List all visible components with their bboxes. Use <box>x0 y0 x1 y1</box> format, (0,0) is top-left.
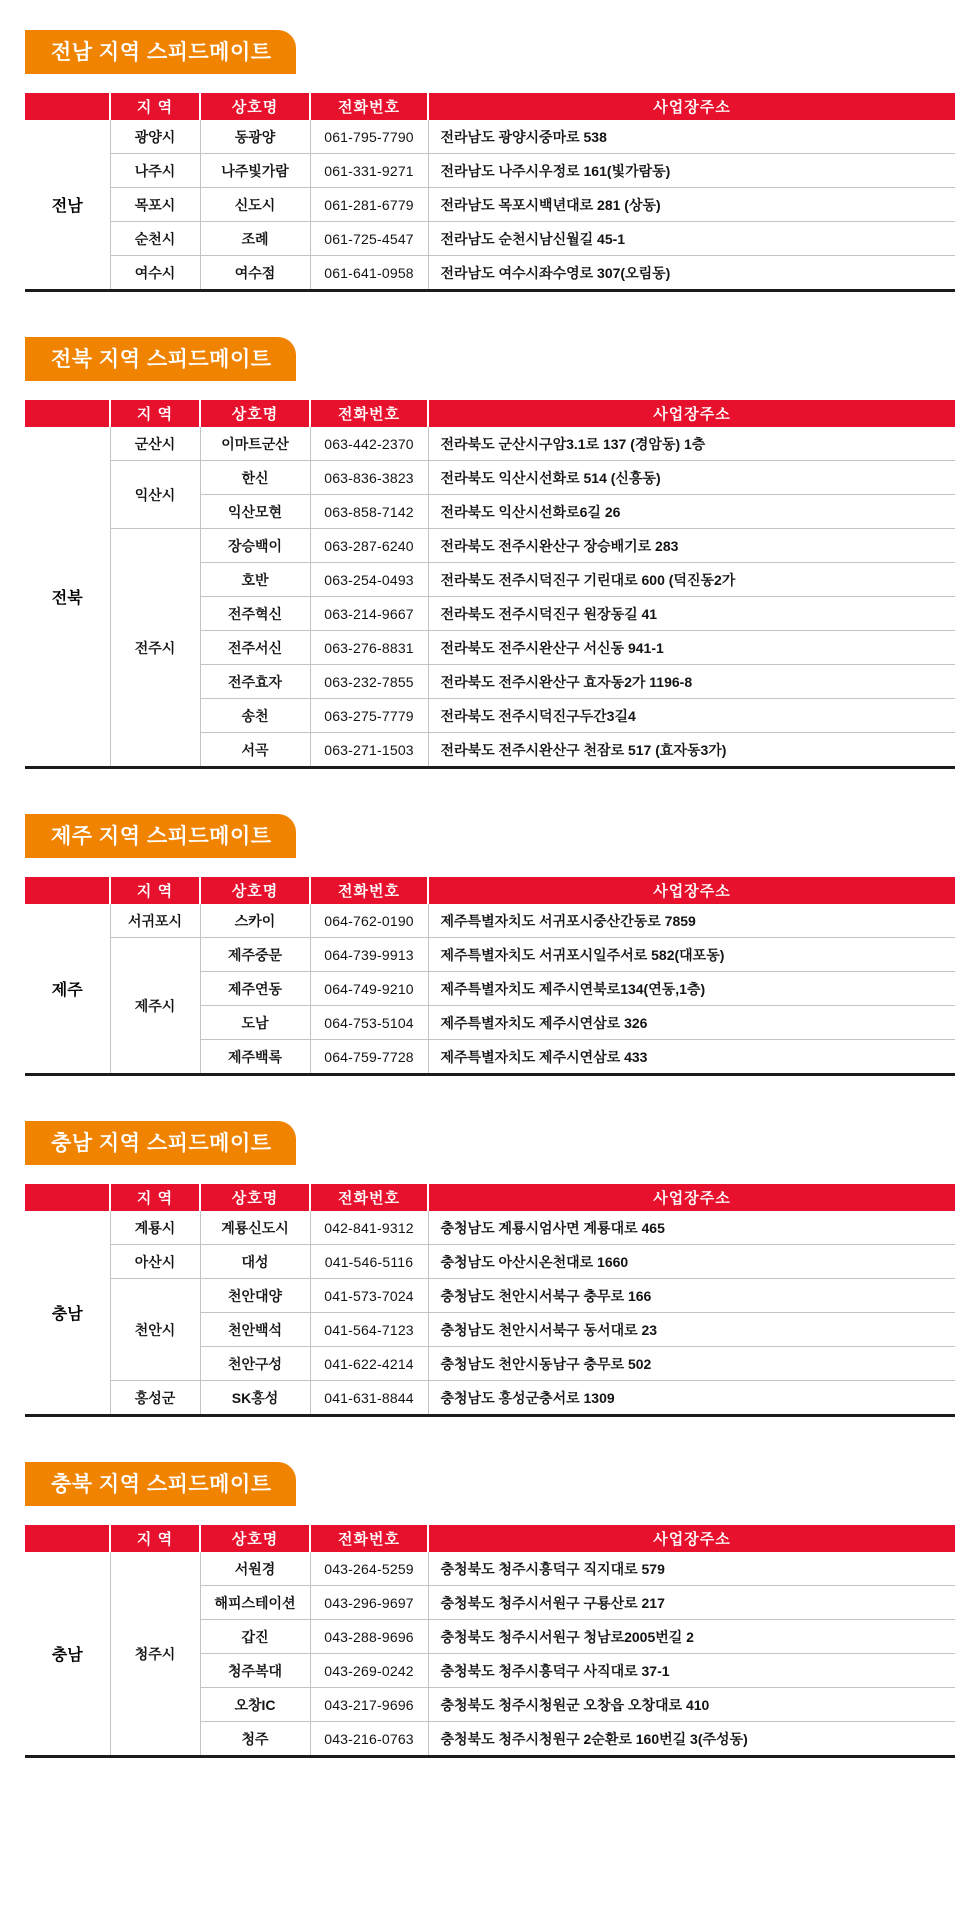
table-row <box>25 938 955 972</box>
header-row <box>25 93 955 120</box>
address-cell: 충청남도 홍성군충서로 1309 <box>428 1381 955 1416</box>
store-name-cell: 천안대양 <box>200 1279 310 1313</box>
section-title: 충남 지역 스피드메이트 <box>51 1132 272 1155</box>
address-cell: 전라북도 익산시선화로6길 26 <box>428 495 955 529</box>
store-name-cell: 제주백록 <box>200 1040 310 1075</box>
phone-cell: 042-841-9312 <box>310 1211 428 1245</box>
store-name-cell: 나주빛가람 <box>200 154 310 188</box>
address-cell: 충청북도 청주시서원구 청남로2005번길 2 <box>428 1620 955 1654</box>
address-cell: 충청북도 청주시청원구 2순환로 160번길 3(주성동) <box>428 1722 955 1757</box>
region-cell: 나주시 <box>110 154 200 188</box>
phone-cell: 064-762-0190 <box>310 904 428 938</box>
store-name-cell: 제주중문 <box>200 938 310 972</box>
phone-cell: 061-725-4547 <box>310 222 428 256</box>
branch-table <box>25 1184 955 1417</box>
column-header: 상호명 <box>200 93 310 120</box>
phone-cell: 043-269-0242 <box>310 1654 428 1688</box>
table-row <box>25 427 955 461</box>
region-section <box>25 814 955 1076</box>
section-title-badge <box>25 337 296 381</box>
column-header: 지 역 <box>110 877 200 904</box>
store-name-cell: 오창IC <box>200 1688 310 1722</box>
address-cell: 전라북도 전주시덕진구두간3길4 <box>428 699 955 733</box>
phone-cell: 041-546-5116 <box>310 1245 428 1279</box>
address-cell: 전라남도 광양시중마로 538 <box>428 120 955 154</box>
group-column-header <box>25 1525 110 1552</box>
column-header: 전화번호 <box>310 1525 428 1552</box>
phone-cell: 041-573-7024 <box>310 1279 428 1313</box>
column-header: 사업장주소 <box>428 93 955 120</box>
table-row <box>25 461 955 495</box>
address-cell: 전라북도 전주시완산구 천잠로 517 (효자동3가) <box>428 733 955 768</box>
column-header: 전화번호 <box>310 1184 428 1211</box>
column-header: 상호명 <box>200 1184 310 1211</box>
branch-table <box>25 1525 955 1758</box>
address-cell: 충청북도 청주시흥덕구 사직대로 37-1 <box>428 1654 955 1688</box>
address-cell: 제주특별자치도 제주시연삼로 433 <box>428 1040 955 1075</box>
region-cell: 제주시 <box>110 938 200 1075</box>
region-section <box>25 1121 955 1417</box>
address-cell: 충청남도 계룡시엄사면 계룡대로 465 <box>428 1211 955 1245</box>
column-header: 사업장주소 <box>428 400 955 427</box>
store-name-cell: 전주혁신 <box>200 597 310 631</box>
region-cell: 천안시 <box>110 1279 200 1381</box>
phone-cell: 041-564-7123 <box>310 1313 428 1347</box>
column-header: 상호명 <box>200 877 310 904</box>
phone-cell: 064-753-5104 <box>310 1006 428 1040</box>
phone-cell: 063-254-0493 <box>310 563 428 597</box>
store-name-cell: 서원경 <box>200 1552 310 1586</box>
address-cell: 충청북도 청주시흥덕구 직지대로 579 <box>428 1552 955 1586</box>
section-title: 충북 지역 스피드메이트 <box>51 1473 272 1496</box>
store-name-cell: 조례 <box>200 222 310 256</box>
store-name-cell: 한신 <box>200 461 310 495</box>
store-name-cell: 도남 <box>200 1006 310 1040</box>
address-cell: 충청남도 천안시동남구 충무로 502 <box>428 1347 955 1381</box>
phone-cell: 064-739-9913 <box>310 938 428 972</box>
phone-cell: 061-795-7790 <box>310 120 428 154</box>
address-cell: 전라북도 전주시덕진구 원장동길 41 <box>428 597 955 631</box>
address-cell: 제주특별자치도 제주시연북로134(연동,1층) <box>428 972 955 1006</box>
group-cell: 전남 <box>25 120 110 291</box>
section-title-badge <box>25 1462 296 1506</box>
address-cell: 전라북도 전주시완산구 서신동 941-1 <box>428 631 955 665</box>
store-name-cell: 호반 <box>200 563 310 597</box>
address-cell: 충청남도 아산시온천대로 1660 <box>428 1245 955 1279</box>
store-name-cell: 전주효자 <box>200 665 310 699</box>
group-column-header <box>25 877 110 904</box>
speedmate-directory <box>25 30 955 1758</box>
phone-cell: 043-216-0763 <box>310 1722 428 1757</box>
phone-cell: 063-232-7855 <box>310 665 428 699</box>
store-name-cell: 여수점 <box>200 256 310 291</box>
column-header: 사업장주소 <box>428 1525 955 1552</box>
column-header: 상호명 <box>200 1525 310 1552</box>
phone-cell: 064-749-9210 <box>310 972 428 1006</box>
phone-cell: 063-214-9667 <box>310 597 428 631</box>
column-header: 사업장주소 <box>428 877 955 904</box>
phone-cell: 063-836-3823 <box>310 461 428 495</box>
table-row <box>25 222 955 256</box>
region-cell: 홍성군 <box>110 1381 200 1416</box>
column-header: 사업장주소 <box>428 1184 955 1211</box>
phone-cell: 063-275-7779 <box>310 699 428 733</box>
group-cell: 전북 <box>25 427 110 768</box>
address-cell: 전라북도 익산시선화로 514 (신흥동) <box>428 461 955 495</box>
table-row <box>25 154 955 188</box>
group-cell: 충남 <box>25 1552 110 1757</box>
store-name-cell: 청주 <box>200 1722 310 1757</box>
store-name-cell: 스카이 <box>200 904 310 938</box>
address-cell: 전라북도 전주시완산구 장승배기로 283 <box>428 529 955 563</box>
region-section <box>25 1462 955 1758</box>
store-name-cell: 송천 <box>200 699 310 733</box>
phone-cell: 063-287-6240 <box>310 529 428 563</box>
phone-cell: 063-442-2370 <box>310 427 428 461</box>
phone-cell: 041-622-4214 <box>310 1347 428 1381</box>
phone-cell: 041-631-8844 <box>310 1381 428 1416</box>
region-cell: 아산시 <box>110 1245 200 1279</box>
phone-cell: 061-331-9271 <box>310 154 428 188</box>
group-cell: 충남 <box>25 1211 110 1416</box>
column-header: 지 역 <box>110 1184 200 1211</box>
phone-cell: 063-271-1503 <box>310 733 428 768</box>
region-cell: 청주시 <box>110 1552 200 1757</box>
table-row <box>25 188 955 222</box>
region-cell: 목포시 <box>110 188 200 222</box>
phone-cell: 061-641-0958 <box>310 256 428 291</box>
section-title: 제주 지역 스피드메이트 <box>51 825 272 848</box>
phone-cell: 043-264-5259 <box>310 1552 428 1586</box>
address-cell: 제주특별자치도 제주시연삼로 326 <box>428 1006 955 1040</box>
column-header: 전화번호 <box>310 877 428 904</box>
store-name-cell: 천안구성 <box>200 1347 310 1381</box>
phone-cell: 043-296-9697 <box>310 1586 428 1620</box>
address-cell: 전라남도 나주시우정로 161(빛가람동) <box>428 154 955 188</box>
header-row <box>25 877 955 904</box>
region-cell: 순천시 <box>110 222 200 256</box>
branch-table <box>25 93 955 292</box>
phone-cell: 064-759-7728 <box>310 1040 428 1075</box>
group-column-header <box>25 93 110 120</box>
phone-cell: 043-217-9696 <box>310 1688 428 1722</box>
table-row <box>25 1245 955 1279</box>
region-cell: 여수시 <box>110 256 200 291</box>
address-cell: 제주특별자치도 서귀포시일주서로 582(대포동) <box>428 938 955 972</box>
section-title-badge <box>25 1121 296 1165</box>
address-cell: 충청북도 청주시서원구 구룡산로 217 <box>428 1586 955 1620</box>
region-cell: 전주시 <box>110 529 200 768</box>
table-row <box>25 120 955 154</box>
store-name-cell: 천안백석 <box>200 1313 310 1347</box>
phone-cell: 061-281-6779 <box>310 188 428 222</box>
column-header: 전화번호 <box>310 400 428 427</box>
phone-cell: 063-858-7142 <box>310 495 428 529</box>
store-name-cell: 제주연동 <box>200 972 310 1006</box>
region-cell: 계룡시 <box>110 1211 200 1245</box>
store-name-cell: 갑진 <box>200 1620 310 1654</box>
group-cell: 제주 <box>25 904 110 1075</box>
store-name-cell: 전주서신 <box>200 631 310 665</box>
phone-cell: 043-288-9696 <box>310 1620 428 1654</box>
group-column-header <box>25 1184 110 1211</box>
region-cell: 익산시 <box>110 461 200 529</box>
address-cell: 전라북도 전주시완산구 효자동2가 1196-8 <box>428 665 955 699</box>
table-row <box>25 1211 955 1245</box>
region-cell: 광양시 <box>110 120 200 154</box>
address-cell: 전라남도 순천시남신월길 45-1 <box>428 222 955 256</box>
address-cell: 충청남도 천안시서북구 충무로 166 <box>428 1279 955 1313</box>
table-row <box>25 1552 955 1586</box>
phone-cell: 063-276-8831 <box>310 631 428 665</box>
store-name-cell: 대성 <box>200 1245 310 1279</box>
store-name-cell: 계룡신도시 <box>200 1211 310 1245</box>
column-header: 지 역 <box>110 400 200 427</box>
header-row <box>25 400 955 427</box>
section-title: 전남 지역 스피드메이트 <box>51 41 272 64</box>
region-section <box>25 337 955 769</box>
table-row <box>25 904 955 938</box>
store-name-cell: 이마트군산 <box>200 427 310 461</box>
address-cell: 충청북도 청주시청원군 오창읍 오창대로 410 <box>428 1688 955 1722</box>
store-name-cell: 서곡 <box>200 733 310 768</box>
header-row <box>25 1184 955 1211</box>
store-name-cell: 해피스테이션 <box>200 1586 310 1620</box>
table-row <box>25 256 955 291</box>
table-row <box>25 1279 955 1313</box>
store-name-cell: 청주복대 <box>200 1654 310 1688</box>
address-cell: 제주특별자치도 서귀포시중산간동로 7859 <box>428 904 955 938</box>
store-name-cell: SK홍성 <box>200 1381 310 1416</box>
address-cell: 충청남도 천안시서북구 동서대로 23 <box>428 1313 955 1347</box>
region-cell: 군산시 <box>110 427 200 461</box>
table-row <box>25 1381 955 1416</box>
column-header: 지 역 <box>110 93 200 120</box>
section-title-badge <box>25 814 296 858</box>
address-cell: 전라북도 전주시덕진구 기린대로 600 (덕진동2가 <box>428 563 955 597</box>
region-cell: 서귀포시 <box>110 904 200 938</box>
address-cell: 전라북도 군산시구암3.1로 137 (경암동) 1층 <box>428 427 955 461</box>
column-header: 전화번호 <box>310 93 428 120</box>
branch-table <box>25 400 955 769</box>
store-name-cell: 신도시 <box>200 188 310 222</box>
table-row <box>25 529 955 563</box>
store-name-cell: 동광양 <box>200 120 310 154</box>
address-cell: 전라남도 여수시좌수영로 307(오림동) <box>428 256 955 291</box>
column-header: 상호명 <box>200 400 310 427</box>
section-title: 전북 지역 스피드메이트 <box>51 348 272 371</box>
address-cell: 전라남도 목포시백년대로 281 (상동) <box>428 188 955 222</box>
store-name-cell: 장승백이 <box>200 529 310 563</box>
section-title-badge <box>25 30 296 74</box>
group-column-header <box>25 400 110 427</box>
header-row <box>25 1525 955 1552</box>
store-name-cell: 익산모현 <box>200 495 310 529</box>
branch-table <box>25 877 955 1076</box>
region-section <box>25 30 955 292</box>
column-header: 지 역 <box>110 1525 200 1552</box>
